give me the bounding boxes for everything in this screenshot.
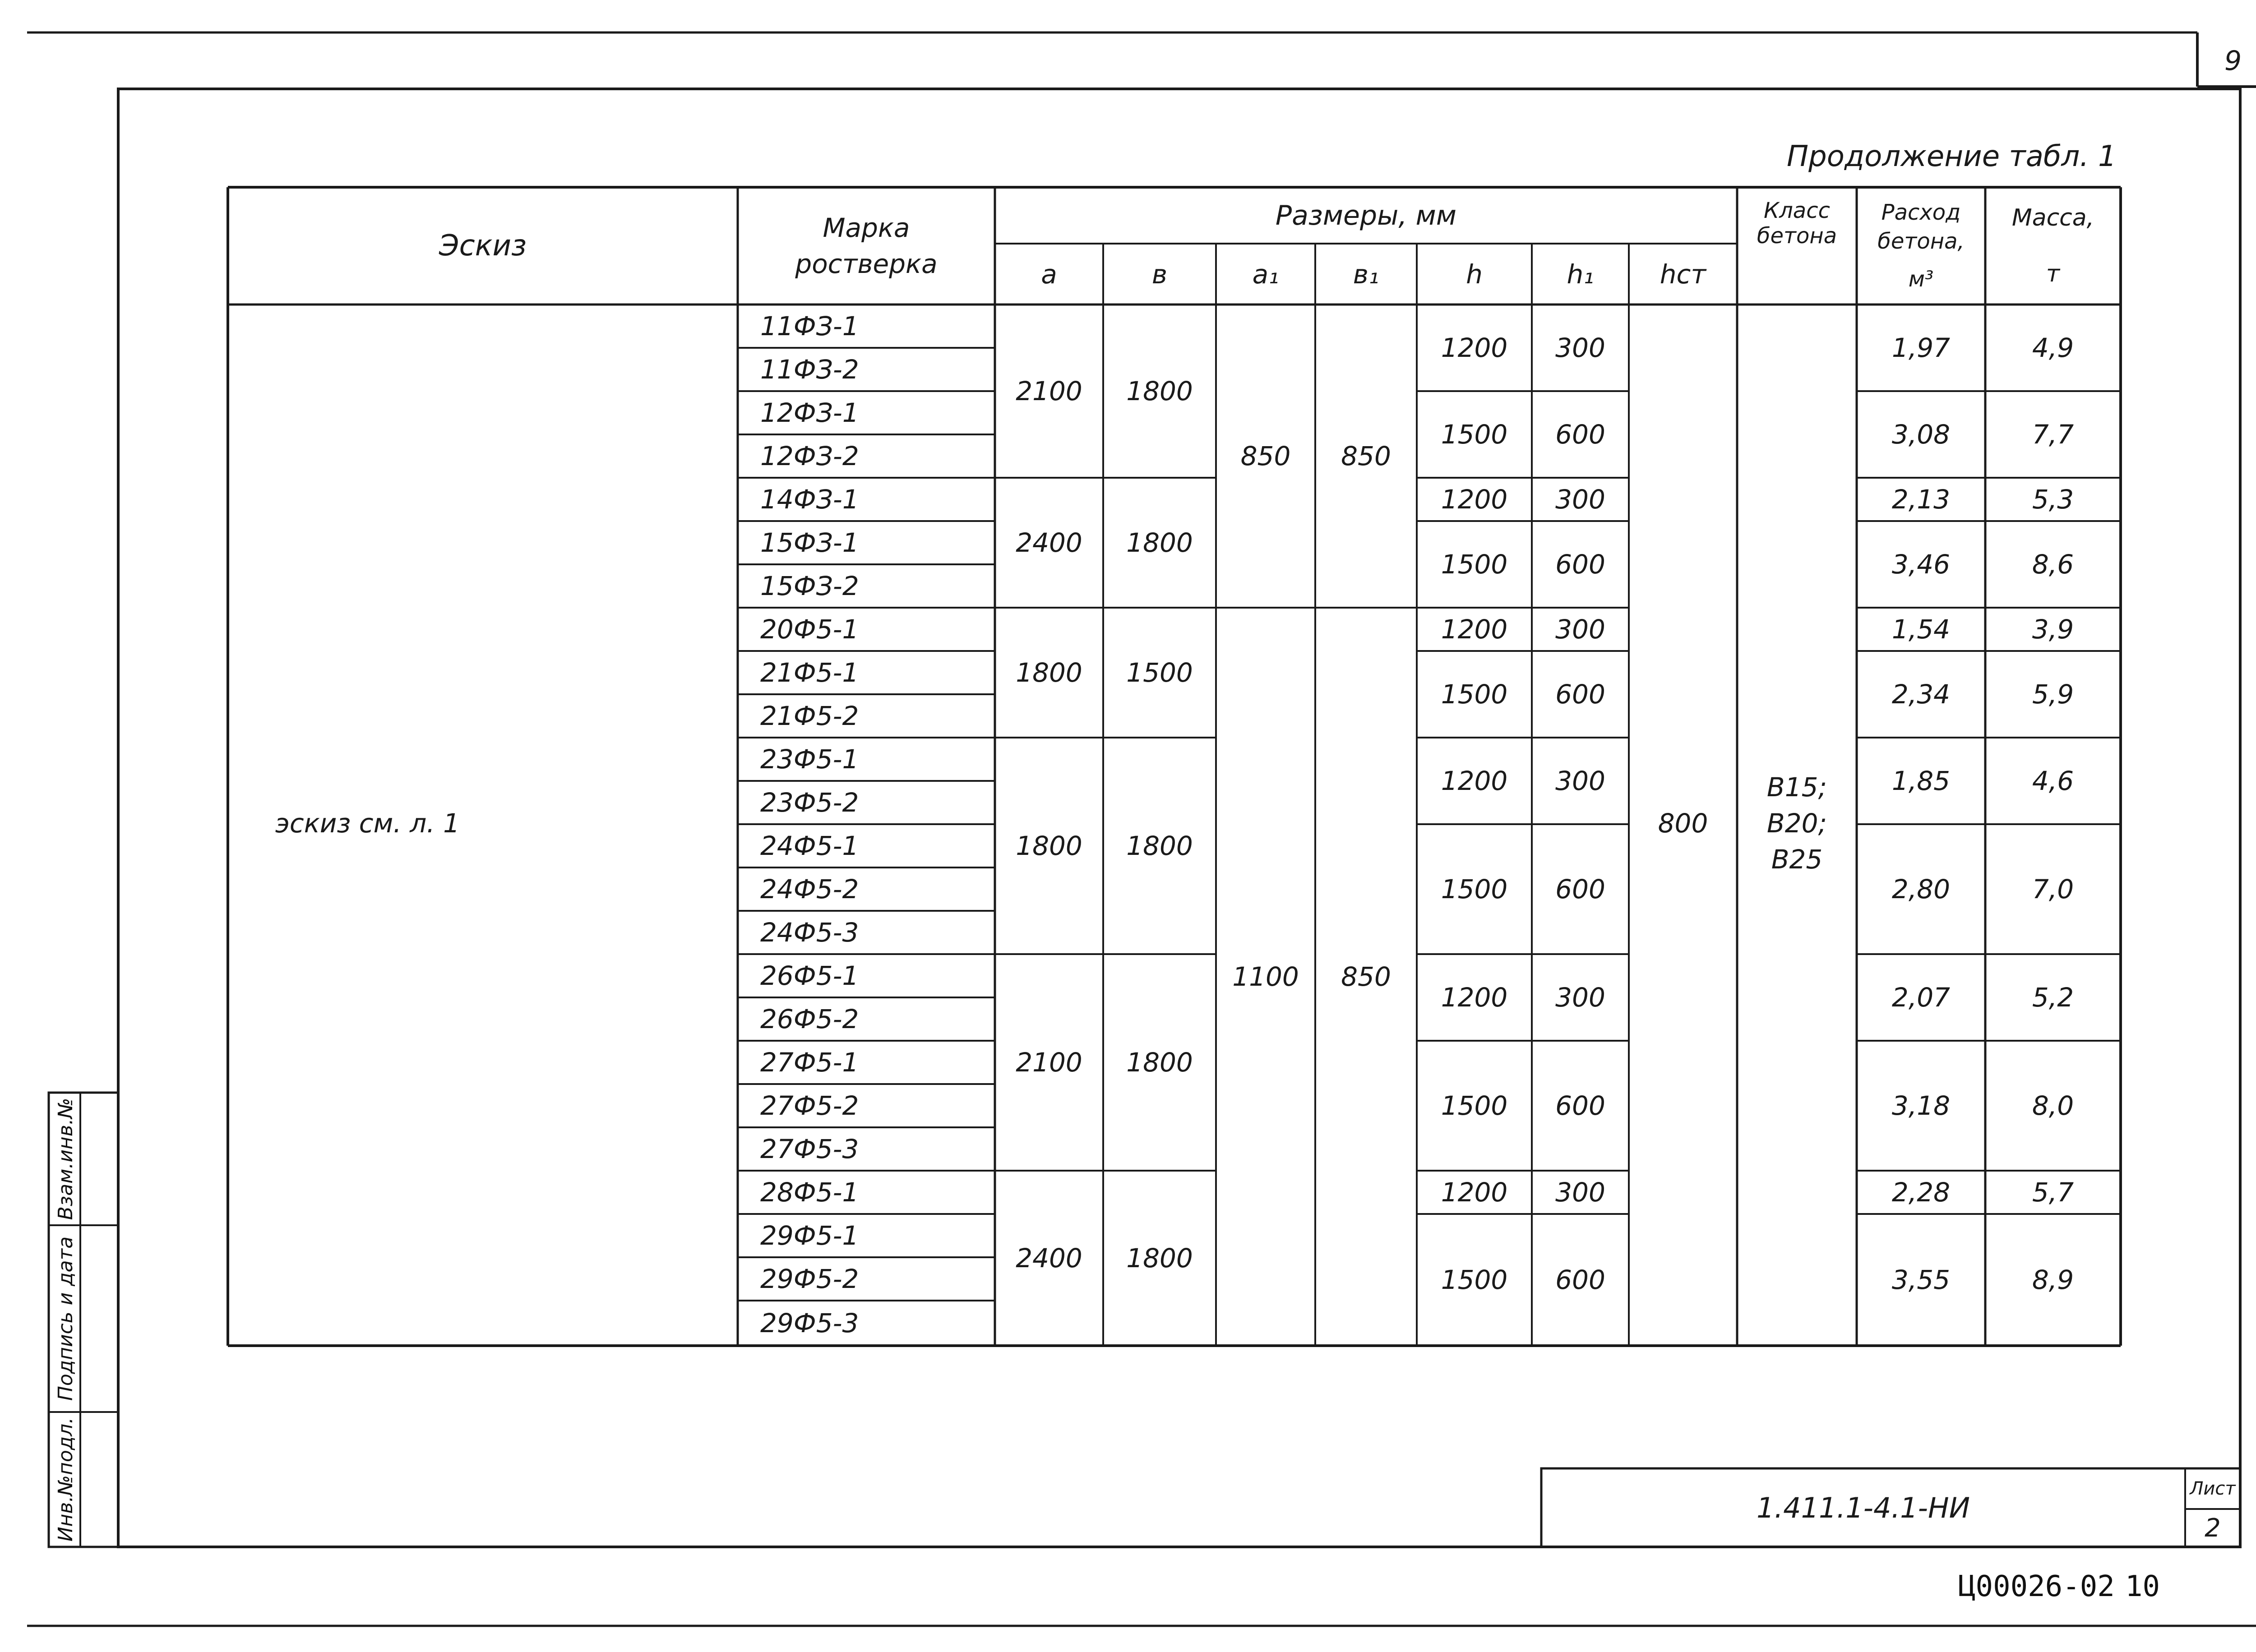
mass-value: 8,0 [2032,1090,2074,1121]
a1-value: 850 [1240,441,1291,471]
h1-value: 600 [1555,419,1605,450]
archive-code: Ц00026-02 [1958,1570,2115,1603]
mass-value: 8,9 [2032,1264,2074,1295]
volume-value: 1,54 [1891,614,1951,645]
h1-value: 300 [1555,484,1605,515]
header-mark-line2: ростверка [795,249,938,279]
mark-cell: 27Ф5-1 [760,1047,859,1078]
stamp-replace-inv: Взам.инв.№ [54,1098,77,1220]
concrete-class-2: B20; [1766,808,1827,839]
h-value: 1200 [1441,484,1508,515]
volume-value: 2,13 [1891,484,1951,515]
volume-value: 1,97 [1891,332,1951,363]
h-value: 1500 [1441,679,1508,710]
volume-value: 2,07 [1891,982,1951,1013]
mark-cell: 23Ф5-2 [760,787,859,818]
h1-value: 300 [1555,766,1605,796]
header-h1: h₁ [1567,258,1594,290]
header-concrete-use [1857,187,1985,305]
header-sizes: Размеры, мм [1275,199,1457,231]
hst-value: 800 [1658,808,1708,839]
sketch-reference: эскиз см. л. 1 [275,808,460,839]
mass-value: 5,2 [2032,982,2074,1013]
mark-cell: 15ФЗ-2 [760,571,859,601]
h-value: 1200 [1441,982,1508,1013]
mass-value: 4,9 [2032,332,2074,363]
mark-cell: 28Ф5-1 [760,1177,859,1208]
h1-value: 300 [1555,332,1605,363]
concrete-class-3: B25 [1771,844,1823,875]
concrete-classes [1737,305,1857,1342]
header-b: в [1151,258,1168,290]
mark-cell: 21Ф5-2 [760,701,859,731]
header-concrete-class-line2: бетона [1757,223,1837,249]
h-value: 1500 [1441,1090,1508,1121]
mass-value: 5,7 [2032,1177,2074,1208]
header-concrete-use-line2: бетона, [1877,229,1965,254]
header-concrete-use-line1: Расход [1881,200,1961,225]
h1-value: 600 [1555,1090,1605,1121]
header-b1: в₁ [1353,258,1379,290]
b-value: 1800 [1126,831,1193,861]
mass-value: 4,6 [2032,766,2074,796]
volume-value: 2,80 [1891,874,1951,904]
volume-value: 2,28 [1891,1177,1951,1208]
mark-cell: 24Ф5-2 [760,874,859,904]
b1-value: 850 [1341,441,1391,471]
a-value: 2100 [1016,376,1082,406]
sheet-number: 2 [2205,1513,2221,1543]
h1-value: 300 [1555,1177,1605,1208]
mass-value: 5,3 [2032,484,2074,515]
volume-value: 3,55 [1891,1264,1951,1295]
h-value: 1200 [1441,614,1508,645]
volume-value: 2,34 [1891,679,1951,710]
mark-cell: 14ФЗ-1 [760,484,859,515]
mass-value: 8,6 [2032,549,2074,580]
header-mass [1985,187,2121,305]
volume-value: 3,08 [1891,419,1951,450]
mass-value: 5,9 [2032,679,2074,710]
stamp-sign-date: Подпись и дата [54,1236,77,1401]
mark-cell: 27Ф5-3 [760,1134,859,1164]
page-number: 9 [2224,45,2242,77]
b-value: 1800 [1126,527,1193,558]
h-value: 1500 [1441,549,1508,580]
b1-value: 850 [1341,961,1391,992]
mass-value: 7,0 [2032,874,2074,904]
header-mark [738,187,995,305]
b-value: 1800 [1126,376,1193,406]
mark-cell: 29Ф5-2 [760,1264,859,1294]
mark-cell: 29Ф5-1 [760,1220,859,1251]
h1-value: 300 [1555,982,1605,1013]
header-hst: hст [1660,258,1706,290]
a1-value: 1100 [1232,961,1299,992]
header-concrete-use-unit: м³ [1908,267,1934,292]
header-mass-unit: т [2046,260,2060,287]
a-value: 2400 [1016,1243,1082,1274]
mass-value: 7,7 [2032,419,2074,450]
concrete-class-1: B15; [1766,772,1827,803]
mark-cell: 20Ф5-1 [760,614,859,645]
volume-value: 3,18 [1891,1090,1951,1121]
a-value: 2400 [1016,527,1082,558]
h1-value: 600 [1555,874,1605,904]
h1-value: 600 [1555,1264,1605,1295]
mark-cell: 21Ф5-1 [760,657,859,688]
h-value: 1500 [1441,419,1508,450]
header-a1: a₁ [1252,258,1279,290]
h-value: 1200 [1441,332,1508,363]
header-a: a [1041,258,1057,290]
mark-cell: 24Ф5-3 [760,917,859,948]
header-sketch: Эскиз [439,229,527,263]
header-mark-line1: Марка [823,212,910,243]
h-value: 1200 [1441,766,1508,796]
header-h: h [1466,258,1483,290]
a-value: 2100 [1016,1047,1082,1078]
mark-cell: 23Ф5-1 [760,744,859,775]
mark-cell: 26Ф5-1 [760,960,859,991]
h-value: 1200 [1441,1177,1508,1208]
document-code: 1.411.1-4.1-НИ [1757,1491,1970,1524]
mark-cell: 11ФЗ-1 [760,311,859,341]
stamp-inv-original: Инв.№подл. [54,1417,77,1542]
h1-value: 600 [1555,549,1605,580]
mark-cell: 12ФЗ-1 [760,397,859,428]
h-value: 1500 [1441,874,1508,904]
mark-cell: 12ФЗ-2 [760,441,859,471]
header-concrete-class-line1: Класс [1764,198,1830,223]
mark-cell: 26Ф5-2 [760,1004,859,1034]
h1-value: 300 [1555,614,1605,645]
table-caption: Продолжение табл. 1 [1787,140,2117,173]
mark-cell: 15ФЗ-1 [760,527,859,558]
mark-cell: 29Ф5-3 [760,1308,859,1338]
h1-value: 600 [1555,679,1605,710]
a-value: 1800 [1016,831,1082,861]
mark-cell: 24Ф5-1 [760,831,859,861]
a-value: 1800 [1016,657,1082,688]
header-concrete-class [1737,187,1857,259]
volume-value: 1,85 [1891,766,1951,796]
b-value: 1800 [1126,1243,1193,1274]
h-value: 1500 [1441,1264,1508,1295]
volume-value: 3,46 [1891,549,1951,580]
mass-value: 3,9 [2032,614,2074,645]
b-value: 1800 [1126,1047,1193,1078]
mark-cell: 27Ф5-2 [760,1090,859,1121]
archive-page: 10 [2125,1570,2160,1603]
b-value: 1500 [1126,657,1193,688]
header-mass-line1: Масса, [2011,204,2094,231]
sheet-label: Лист [2190,1478,2236,1499]
mark-cell: 11ФЗ-2 [760,354,859,385]
